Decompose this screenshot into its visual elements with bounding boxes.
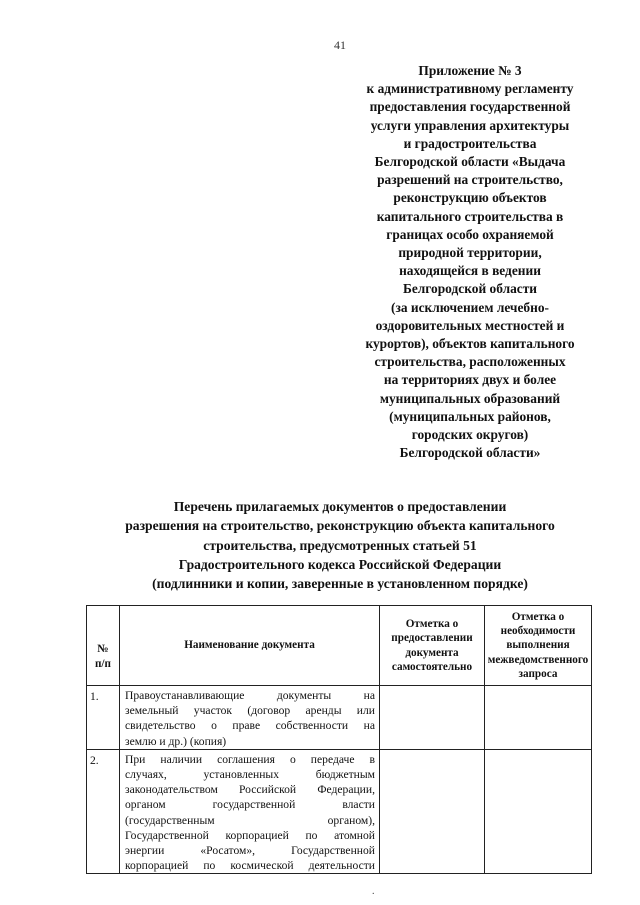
page-number: 41 — [334, 38, 346, 52]
row-number: 1. — [87, 686, 120, 750]
appendix-line: предоставления государственной — [369, 99, 571, 115]
appendix-line: (муниципальных районов, — [389, 408, 551, 424]
row-text-line: случаях, установленных бюджетным — [125, 768, 375, 782]
appendix-line: реконструкцию объектов — [393, 190, 547, 206]
header-request-line: запроса — [518, 667, 558, 680]
row-text-line: законодательством Российской Федерации, — [125, 783, 375, 797]
appendix-line: находящейся в ведении — [399, 263, 541, 279]
appendix-line: капитального строительства в — [376, 208, 564, 224]
appendix-line: и градостроительства — [403, 135, 537, 151]
row-request-mark — [485, 749, 592, 874]
appendix-line: Белгородской области — [402, 281, 538, 297]
appendix-line: муниципальных образований — [379, 390, 561, 406]
appendix-line: Белгородской области «Выдача — [374, 154, 566, 170]
list-title-line: Градостроительного кодекса Российской Федерации — [178, 556, 502, 572]
documents-table — [86, 605, 592, 874]
table-row — [87, 686, 592, 750]
header-request-line: необходимости — [500, 625, 576, 638]
row-self-mark — [380, 749, 485, 874]
row-text-line: свидетельство о праве собственности на — [125, 719, 375, 733]
row-text-line: землю и др.) (копия) — [125, 734, 227, 748]
row-text-line: Правоустанавливающие документы на — [125, 689, 375, 702]
appendix-line: границах особо охраняемой — [386, 226, 554, 242]
appendix-line: услуги управления архитектуры — [370, 117, 570, 133]
row-text-line: При наличии соглашения о передаче в — [125, 752, 375, 766]
appendix-line: Белгородской области» — [399, 445, 541, 461]
appendix-line: городских округов) — [411, 427, 529, 443]
list-title-line: разрешения на строительство, реконструкцию объекта капитального — [125, 518, 555, 534]
row-text-line: Государственной корпорацией по атомной — [125, 828, 375, 842]
row-self-mark — [380, 686, 485, 750]
header-submitted-independently — [380, 606, 485, 686]
header-self-line: Отметка о — [405, 618, 459, 631]
row-text-line: энергии «Росатом», Государственной — [125, 844, 375, 858]
list-title-line: (подлинники и копии, заверенные в установленном порядке) — [152, 576, 528, 592]
appendix-line: разрешений на строительство, — [377, 172, 563, 188]
list-title-line: Перечень прилагаемых документов о предоставлении — [173, 499, 507, 514]
header-number-line: п/п — [94, 657, 111, 670]
appendix-heading — [325, 62, 615, 462]
appendix-line: строительства, расположенных — [374, 354, 566, 370]
header-number — [87, 606, 120, 686]
table-row — [87, 749, 592, 874]
row-text-line: (государственным органом), — [125, 813, 375, 827]
header-self-line: предоставлении — [391, 632, 473, 645]
row-document-name — [120, 686, 380, 750]
header-self-line: самостоятельно — [391, 660, 473, 673]
header-interagency-request — [485, 606, 592, 686]
appendix-line: природной территории, — [398, 245, 542, 261]
header-document-name: Наименование документа — [120, 606, 380, 686]
row-request-mark — [485, 686, 592, 750]
appendix-line: оздоровительных местностей и — [375, 317, 565, 333]
header-self-line: документа — [405, 646, 459, 659]
header-request-line: Отметка о — [511, 610, 565, 623]
appendix-line: к административному регламенту — [366, 81, 574, 97]
table-header-row — [87, 606, 592, 686]
header-request-line: выполнения — [506, 639, 570, 652]
appendix-line: (за исключением лечебно- — [390, 299, 549, 315]
footer-mark: . — [372, 886, 375, 897]
appendix-line: на территориях двух и более — [383, 372, 557, 388]
list-title-line: строительства, предусмотренных статьей 51 — [203, 537, 477, 553]
header-number-line: № — [97, 643, 109, 656]
row-document-name — [120, 749, 380, 874]
document-list-title — [80, 497, 600, 593]
appendix-line: курортов), объектов капитального — [365, 336, 575, 352]
row-text-line: земельный участок (договор аренды или — [125, 704, 375, 718]
header-request-line: межведомственного — [487, 653, 589, 666]
row-text-line: органом государственной власти — [125, 798, 375, 812]
row-text-line: корпорацией по космической деятельности — [125, 859, 375, 873]
row-number: 2. — [87, 749, 120, 874]
appendix-title: Приложение № 3 — [418, 63, 522, 78]
